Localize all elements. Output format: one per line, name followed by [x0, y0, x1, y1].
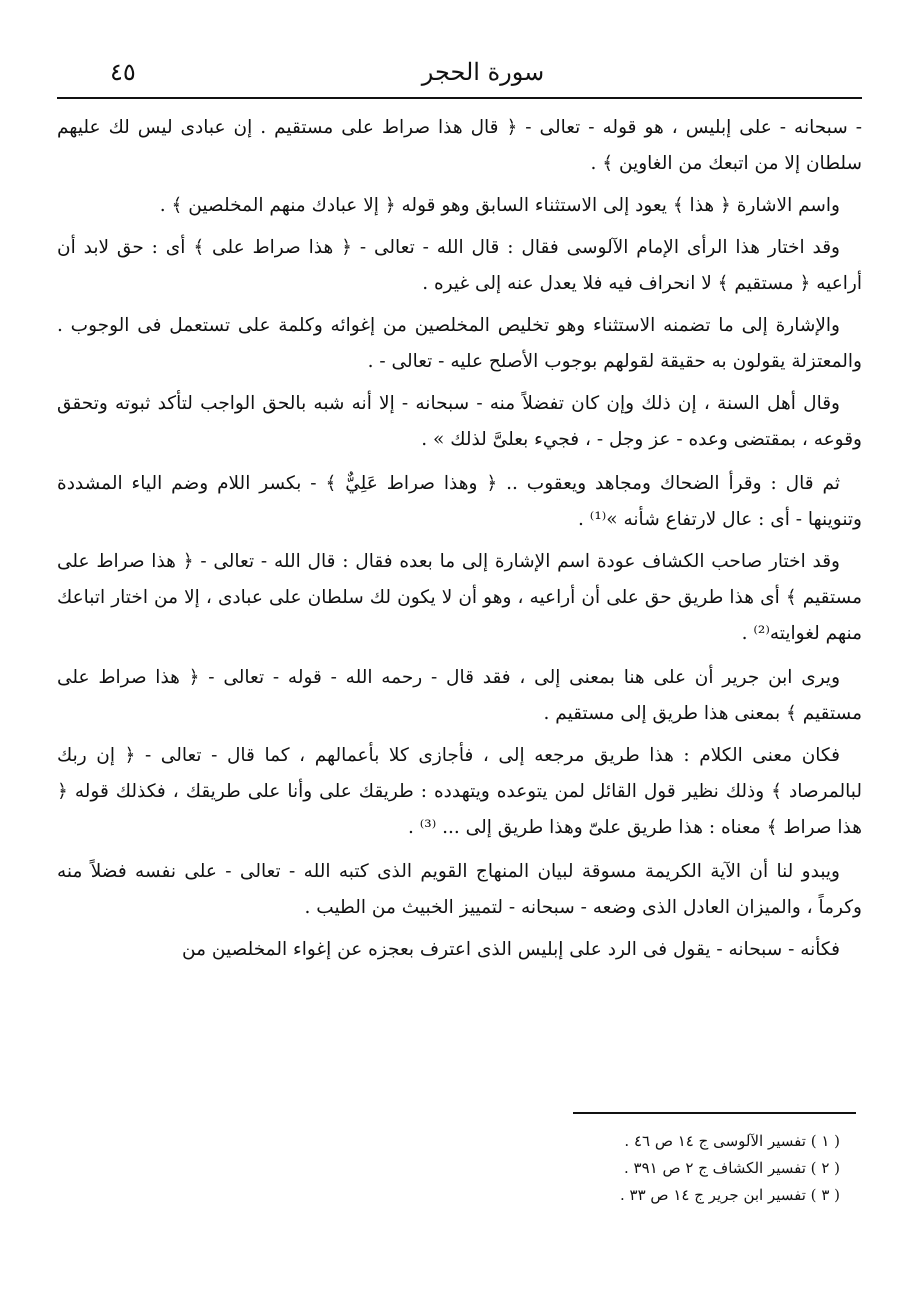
header-divider — [57, 97, 862, 99]
page-number: ٤٥ — [110, 58, 136, 86]
paragraph: واسم الاشارة ﴿ هذا ﴾ يعود إلى الاستثناء السابق وهو قوله ﴿ إلا عبادك منهم المخلصين ﴾ . — [159, 195, 840, 216]
paragraph: ثم قال : وقرأ الضحاك ومجاهد ويعقوب .. ﴿ وهذا صراط عَلِيٌّ ﴾ - بكسر اللام وضم الياء المشددة وتنوينها - أى : عال لارتفاع شأنه »⁽¹⁾ . — [57, 473, 862, 530]
footnotes — [420, 1128, 840, 1209]
paragraph-gap — [57, 846, 862, 854]
paragraph: - سبحانه - على إبليس ، هو قوله - تعالى - ﴿ قال هذا صراط على مستقيم . إن عبادى ليس لك عليهم سلطان إلا من اتبعك من الغاوين ﴾ . — [57, 117, 862, 174]
paragraph: وقد اختار هذا الرأى الإمام الآلوسى فقال : قال الله - تعالى - ﴿ هذا صراط على ﴾ أى : حق لابد أن أراعيه ﴿ مستقيم ﴾ لا انحراف فيه فلا يعدل عنه إلى غيره . — [57, 237, 862, 294]
footnote: ( ٢ ) تفسير الكشاف ج ٢ ص ٣٩١ . — [624, 1159, 840, 1177]
paragraph-gap — [57, 458, 862, 466]
paragraph: ويبدو لنا أن الآية الكريمة مسوقة لبيان المنهاج القويم الذى كتبه الله - تعالى - على نفسه فضلاً منه وكرماً ، والميزان العادل الذى وضعه - سبحانه - لتمييز الخبيث من الطيب . — [57, 861, 862, 918]
paragraph: فكأنه - سبحانه - يقول فى الرد على إبليس الذى اعترف بعجزه عن إغواء المخلصين من — [182, 939, 840, 960]
footnote-divider — [573, 1112, 856, 1114]
footnote: ( ٣ ) تفسير ابن جرير ج ١٤ ص ٣٣ . — [619, 1186, 840, 1204]
paragraph-gap — [57, 652, 862, 660]
paragraph: فكان معنى الكلام : هذا طريق مرجعه إلى ، فأجازى كلا بأعمالهم ، كما قال - تعالى - ﴿ إن ربك لبالمرصاد ﴾ وذلك نظير قول القائل لمن يتوعده ويتهدده : طريقك على وأنا على طريقك ، فكذلك قوله ﴿ هذا صراط ﴾ معناه : هذا طريق علىّ وهذا طريق إلى ... ⁽³⁾ . — [57, 745, 862, 838]
footnote: ( ١ ) تفسير الآلوسى ج ١٤ ص ٤٦ . — [624, 1132, 840, 1150]
page-header — [110, 52, 856, 92]
running-title: سورة الحجر — [421, 58, 545, 86]
paragraph: وقد اختار صاحب الكشاف عودة اسم الإشارة إلى ما بعده فقال : قال الله - تعالى - ﴿ هذا صراط على مستقيم ﴾ أى هذا طريق حق على أن أراعيه ، وهو أن لا يكون لك سلطان على عبادى ، إلا من اختار اتباعك منهم لغوايته⁽²⁾ . — [57, 551, 862, 644]
paragraph: وقال أهل السنة ، إن ذلك وإن كان تفضلاً منه - سبحانه - إلا أنه شبه بالحق الواجب لتأكد ثبوته وتحقق وقوعه ، بمقتضى وعده - عز وجل - ، فجيء بعلىَّ لذلك » . — [57, 393, 862, 450]
body-text — [57, 110, 862, 1112]
paragraph: والإشارة إلى ما تضمنه الاستثناء وهو تخليص المخلصين من إغوائه وكلمة على تستعمل فى الوجوب . والمعتزلة يقولون به حقيقة لقولهم بوجوب الأصلح عليه - تعالى - . — [57, 315, 862, 372]
paragraph: ويرى ابن جرير أن على هنا بمعنى إلى ، فقد قال - رحمه الله - قوله - تعالى - ﴿ هذا صراط على مستقيم ﴾ بمعنى هذا طريق إلى مستقيم . — [57, 667, 862, 724]
